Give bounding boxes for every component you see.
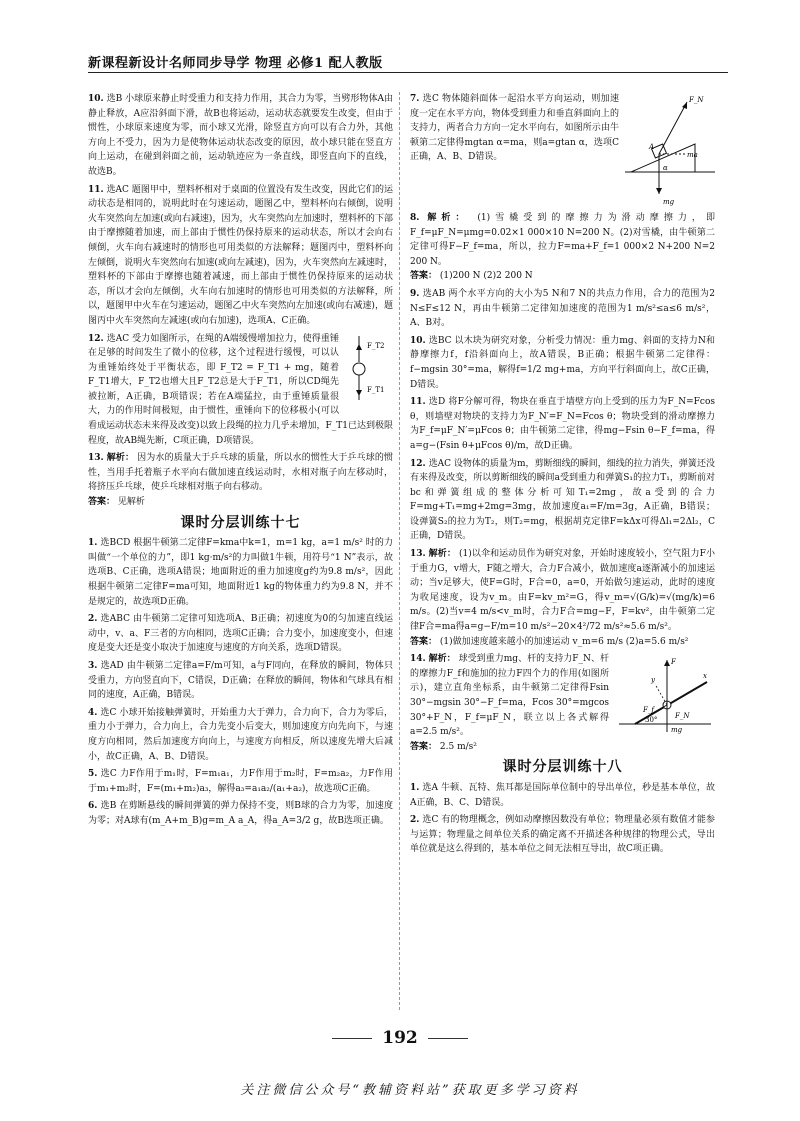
item-text: 选AC 受力如图所示，在绳的A端缓慢增加拉力，使得重锤在足够的时间发生了微小的位移，这个过程进行缓慢，可以认为重锤始终处于平衡状态，即 F_T2 = F_T1 + mg，随着F_T1增大，F_T2也增大且F_T2总是大于F_T1，所以CD绳先被拉断，A正确，B项错误；若在A端猛拉，由于重锤质量很大，力的作用时间极短，由于惯性，重锤向下的位移极小(可以看成运动状态未来得及改变)以致上段绳的拉力几乎未增加，F_T1已达到极限程度，故AB绳先断，C项正确，D项错误。 — [88, 333, 393, 446]
right-column — [410, 92, 715, 860]
answer-item — [410, 287, 715, 331]
label-f: F — [671, 658, 676, 667]
answer-item — [88, 659, 393, 703]
item-number: 8. — [410, 213, 420, 223]
section-title: 课时分层训练十八 — [502, 759, 623, 776]
item-text: (1)以伞和运动员作为研究对象，开始时速度较小，空气阻力F小于重力G，v增大，F随之增大，合力F合减小，做加速度a逐渐减小的加速运动；当v足够大，使F=G时，F合=0，a=0，开始做匀速运动，此时的速度为收尾速度，设为v_m。由F=kv_m²=G，得v_m=√(G/k)=√(mg/k)=6 m/s。(2)当v=4 m/s<v_m时，合力F合=mg−F，F=kv²，由牛顿第二定律F合=ma得a=g−F/m=10 m/s²−20×4²/72 m/s²≈5.6 m/s²。 — [410, 549, 715, 633]
item-text: 选A 牛顿、瓦特、焦耳都是国际单位制中的导出单位，秒是基本单位，故A正确，B、C、D错误。 — [410, 782, 715, 808]
answer-item — [410, 652, 715, 754]
item-text: 球受到重力mg、杆的支持力F_N、杆的摩擦力F_f和施加的拉力F四个力的作用(如图所示)，建立直角坐标系，由牛顿第二定律得Fsin 30°−mgsin 30°−F_f=ma，Fcos 30°=mgcos 30°+F_N，F_f=μF_N，联立以上各式解得a=2.5 m/s²。 — [410, 654, 610, 738]
arrow-icon — [682, 102, 687, 109]
item-number: 12. — [410, 458, 426, 469]
weight-force-diagram — [345, 334, 393, 404]
item-number: 1. — [88, 538, 98, 549]
answer-item — [410, 457, 715, 545]
item-number: 7. — [410, 94, 420, 104]
item-number: 10. — [410, 335, 426, 346]
answer-label: 答案： — [410, 741, 438, 752]
label-y: y — [651, 676, 655, 685]
label-ma: ma — [687, 151, 698, 159]
item-number: 13. — [410, 549, 426, 560]
page-header: 新课程新设计名师同步导学 物理 必修1 配人教版 — [88, 52, 728, 73]
answer-text: 见解析 — [117, 497, 145, 508]
item-number: 2. — [88, 614, 98, 625]
label-ft1: F_T1 — [367, 385, 385, 394]
label-angle: 30° — [645, 716, 658, 725]
item-text: 选AC 题图甲中，塑料杯相对于桌面的位置没有发生改变，因此它们的运动状态是相同的，说明此时在匀速运动，题图乙中，塑料杯向右倾倒，说明火车突然向左加速(或向右减速)，因为，火车突然向左加速时，塑料杯的下部由于摩擦随着加速，而上部由于惯性仍保持原来的运动状态，所以才会向右倾倒，火车向右减速时的情形也可用类似的方法解释；题图丙中，塑料杯向左倾倒，说明火车突然向右加速(或向左减速)，因为，火车突然向左减速时，塑料杯的下部由于摩擦也随着减速，而上部由于惯性仍保持原来的运动状态，所以才会向左倾倒，火车向右加速时的情形也可用类似的方法解释，所以，题图甲中火车在匀速运动，题图乙中火车突然向左加速(或向右减速)，题图丙中火车突然向左减速(或向右加速)，选项A、C正确。 — [88, 184, 393, 326]
item-text: 选D 将F分解可得，物块在垂直于墙壁方向上受到的压力为F_N=Fcos θ，则墙壁对物块的支持力为F_N′=F_N=Fcos θ；物块受到的滑动摩擦力为F_f=μF_N′=μFcos θ；由牛顿第二定律，得mg−Fsin θ−F_f=ma，得a=g−(Fsin θ+μFcos θ)/m，故D正确。 — [410, 397, 715, 451]
answer-label: 答案： — [410, 636, 438, 647]
analysis-label: 解析： — [428, 549, 456, 560]
answer-item — [410, 334, 715, 392]
answer-item — [410, 395, 715, 453]
answer-item — [88, 767, 393, 796]
item-number: 14. — [410, 654, 426, 665]
answer-item — [88, 332, 393, 449]
item-number: 13. — [88, 453, 104, 464]
analysis-label: 解析： — [106, 453, 135, 464]
item-number: 6. — [88, 801, 98, 812]
item-number: 4. — [88, 707, 98, 718]
item-number: 5. — [88, 769, 98, 780]
answer-item — [410, 781, 715, 810]
arrow-up-icon — [664, 660, 670, 666]
label-mg: mg — [671, 726, 683, 735]
incline-force-diagram — [625, 94, 715, 206]
item-text: 选C 小球开始接触弹簧时，开始重力大于弹力，合力向下，合力为零后，重力小于弹力，合力向上，合力先变小后变大，则加速度方向先向下，与速度方向相同，然后加速度方向向上，与速度方向相反，所以速度先增大后减小，故C正确，A、B、D错误。 — [88, 707, 393, 762]
item-number: 11. — [88, 184, 104, 195]
answer-item — [88, 799, 393, 828]
answer-item — [88, 706, 393, 764]
label-fn: F_N — [675, 712, 690, 721]
answer-item — [88, 612, 393, 656]
item-text: 选ABC 由牛顿第二定律可知选项A、B正确；初速度为0的匀加速直线运动中，v、a、F三者的方向相同，选项C正确；合力变小，加速度变小，但速度是变大还是变小取决于加速度与速度的方向关系，选项D错误。 — [88, 614, 393, 654]
item-text: 选C 物体随斜面体一起沿水平方向运动，则加速度一定在水平方向，物体受到重力和垂直斜面向上的支持力，两者合力方向一定水平向右，如图所示由牛顿第二定律得mgtan α=ma，则a=gtan α，选项C正确，A、B、D错误。 — [410, 94, 619, 163]
label-fn: F_N — [689, 96, 704, 104]
item-text: (1)雪橇受到的摩擦力为滑动摩擦力，即F_f=μF_N=μmg=0.02×1 000×10 N=200 N。(2)对雪橇，由牛顿第二定律可得F−F_f=ma，所以，拉力F=ma+F_f=1 000×2 N+200 N=2 200 N。 — [410, 213, 715, 267]
heavy-ball — [353, 363, 365, 375]
answer-item — [410, 211, 715, 284]
item-text: 选BC 以木块为研究对象，分析受力情况：重力mg、斜面的支持力N和静摩擦力f，f沿斜面向上，故A错误，B正确；根据牛顿第二定律得：f−mgsin 30°=ma，解得f=1/2 mg+ma，方向平行斜面向上，故C正确，D错误。 — [410, 335, 715, 390]
column-divider — [399, 92, 400, 1010]
section-title: 课时分层训练十七 — [180, 514, 301, 531]
answer-item — [88, 92, 393, 180]
item-number: 9. — [410, 288, 420, 299]
analysis-label: 解析： — [428, 654, 456, 665]
answer-item — [88, 183, 393, 329]
label-ft2: F_T2 — [367, 341, 385, 350]
answer-text: 2.5 m/s² — [439, 741, 477, 752]
rod-ball-force-diagram — [615, 654, 715, 734]
item-number: 2. — [410, 815, 420, 826]
item-text: 选AC 设物体的质量为m，剪断细线的瞬间，细线的拉力消失，弹簧还没有来得及改变，所以剪断细线的瞬间a受到重力和弹簧S₁的拉力T₁，剪断前对bc和弹簧组成的整体分析可知T₁=2mg，故a受到的合力F=mg+T₁=mg+2mg=3mg，故加速度a₁=F/m=3g，A正确，B错误；设弹簧S₂的拉力为T₂，则T₂=mg，根据胡克定律F=kΔx可得Δl₁=2Δl₂，C正确，D错误。 — [410, 458, 715, 542]
item-text: 选B 在剪断悬线的瞬间弹簧的弹力保持不变，则B球的合力为零，加速度为零；对A球有(m_A+m_B)g=m_A a_A，得a_A=3/2 g，故B选项正确。 — [88, 801, 393, 826]
answer-item — [410, 813, 715, 857]
item-text: 选C 力F作用于m₁时，F=m₁a₁，力F作用于m₂时，F=m₂a₂，力F作用于m₁+m₂时，F=(m₁+m₂)a₃，解得a₃=a₁a₂/(a₁+a₂)，故选项C正确。 — [88, 769, 393, 794]
item-text: 选AB 两个水平方向的大小为5 N和7 N的共点力作用，合力的范围为2 N≤F≤12 N，再由牛顿第二定律知加速度的范围为1 m/s²≤a≤6 m/s²，A、B对。 — [410, 288, 715, 329]
normal-force-line — [659, 102, 687, 154]
item-text: 选AD 由牛顿第二定律a=F/m可知，a与F同向，在释放的瞬间，物体只受重力，方向竖直向下，C错误，D正确；在释放的瞬间，物体和气球具有相同的速度，A正确，B错误。 — [88, 660, 393, 701]
item-number: 12. — [88, 333, 104, 344]
label-alpha: α — [663, 164, 668, 172]
answer-label: 答案： — [88, 497, 116, 508]
item-number: 3. — [88, 660, 98, 671]
arrow-down-icon — [356, 390, 362, 396]
item-text: 选C 有的物理概念，例如动摩擦因数没有单位；物理量必须有数值才能参与运算；物理量之间单位关系的确定离不开描述各种规律的物理公式，导出单位就是这么得到的，基本单位之间无法相互导出，故C项正确。 — [410, 815, 715, 855]
item-text: 选BCD 根据牛顿第二定律F=kma中k=1，m=1 kg，a=1 m/s² 时的力叫做“一个单位的力”，即1 kg·m/s²的力叫做1牛顿，用符号“1 N”表示，故选项B、C正确，选项A错误；地面附近的重力加速度g约为9.8 m/s²，因此根据牛顿第二定律F=ma可知，地面附近1 kg的物体重力约为9.8 N，并不是规定的，故选项D正确。 — [88, 538, 393, 607]
answer-item — [410, 92, 715, 208]
arrow-up-icon — [356, 344, 362, 350]
item-number: 11. — [410, 397, 426, 408]
analysis-label: 解析： — [427, 213, 470, 223]
answer-item — [410, 547, 715, 649]
footer-note: 关注微信公众号“教辅资料站”获取更多学习资料 — [240, 1083, 580, 1098]
page-number: 192 — [300, 1028, 500, 1048]
answer-text: (1)200 N (2)2 200 N — [439, 271, 533, 282]
item-text: 选B 小球原来静止时受重力和支持力作用，其合力为零，当劈形物体A由静止释放，A应沿斜面下滑，故B也将运动，运动状态就要发生改变，但由于惯性，小球原来速度为零，而小球又光滑，除竖直方向可以有合力外，其他方向上不受力，因为力是使物体运动状态改变的原因，故小球只能在竖直方向上运动，在碰到斜面之前，运动轨迹应为一条直线，即竖直向下的直线，故选B。 — [88, 94, 393, 177]
answer-item — [88, 536, 393, 609]
label-x: x — [703, 672, 707, 681]
answer-item — [88, 451, 393, 509]
item-number: 1. — [410, 782, 420, 793]
label-ff: F_f — [643, 706, 654, 715]
label-mg: mg — [663, 198, 675, 206]
answer-label: 答案： — [410, 271, 438, 282]
arrow-down-icon — [656, 188, 662, 194]
answer-text: (1)做加速度越来越小的加速运动 v_m=6 m/s (2)a=5.6 m/s² — [439, 636, 689, 647]
left-column — [88, 92, 393, 832]
label-a: A — [649, 143, 655, 151]
item-number: 10. — [88, 94, 104, 104]
item-text: 因为水的质量大于乒乓球的质量，所以水的惯性大于乒乓球的惯性，当用手托着瓶子水平向右做加速直线运动时，水相对瓶子向左移动时，将挤压乒乓球，使乒乓球相对瓶子向右移动。 — [88, 453, 393, 493]
